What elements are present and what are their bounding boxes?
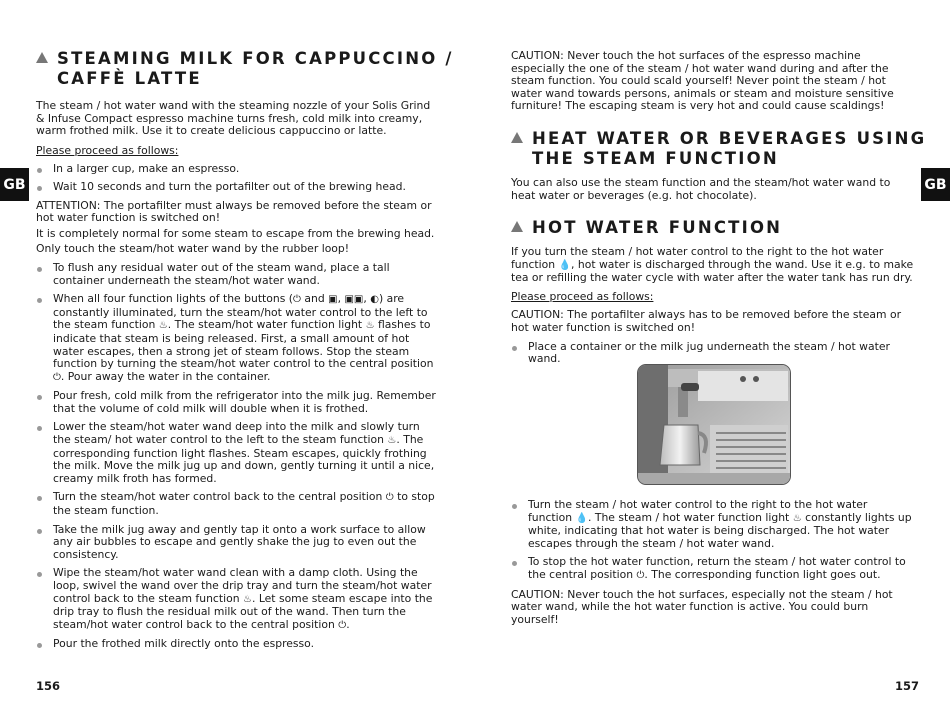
left-page bbox=[36, 0, 454, 713]
hot-water-steps bbox=[511, 499, 914, 626]
section-heading-steaming-milk: STEAMING MILK FOR CAPPUCCINO / CAFFÈ LATTE bbox=[36, 49, 460, 89]
machine-photo bbox=[637, 364, 791, 485]
heat-water-paragraph: You can also use the steam function and the steam/hot water wand to heat water or beverages (e.g. hot chocolate). bbox=[511, 176, 891, 202]
power-icon: ⏻ bbox=[338, 619, 347, 631]
list-item: Pour the frothed milk directly onto the espresso. bbox=[36, 638, 439, 651]
bullet-list-place bbox=[511, 341, 914, 366]
language-tab-right: GB bbox=[921, 168, 950, 201]
triangle-bullet-icon bbox=[511, 221, 523, 232]
steam-icon: ♨ bbox=[242, 593, 252, 605]
bullet-list-b bbox=[36, 262, 439, 651]
proceed-label: Please proceed as follows: bbox=[511, 289, 654, 303]
list-item: When all four function lights of the buttons (⏻ and ▣, ▣▣, ◐) are constantly illuminated, turn the steam/hot water control to the left to the steam function ♨. The steam/hot water function light ♨ flashes to indicate that steam is being released. First, a small amount of hot water escapes, then a strong jet of steam follows. Stop the steam function by turning the steam/hot water control to the central position ⏻. Pour away the water in the container. bbox=[36, 293, 439, 384]
touch-loop-note: Only touch the steam/hot water wand by the rubber loop! bbox=[36, 242, 350, 256]
proceed-label: Please proceed as follows: bbox=[36, 143, 179, 157]
page-number-right: 157 bbox=[895, 679, 920, 693]
list-item: Turn the steam / hot water control to the right to the hot water function 💧. The steam / hot water function light ♨ constantly lights up white, indicating that hot water is being discharged. The hot water escapes through the steam / hot water wand. bbox=[511, 499, 914, 550]
steam-hot-water-light-icon: ♨ bbox=[365, 320, 375, 332]
normal-steam-note: It is completely normal for some steam to escape from the brewing head. bbox=[36, 226, 435, 240]
list-item: Lower the steam/hot water wand deep into the milk and slowly turn the steam/ hot water control to the left to the steam function ♨. The corresponding function light flashes. Steam escapes, quickly frothing the milk. Move the milk jug up and down, gently turning it until a nice, creamy milk froth has formed. bbox=[36, 421, 439, 485]
list-item: Pour fresh, cold milk from the refrigerator into the milk jug. Remember that the volume of cold milk will double when it is frothed. bbox=[36, 390, 439, 415]
list-item: In a larger cup, make an espresso. bbox=[36, 163, 439, 176]
power-icon: ⏻ bbox=[385, 492, 394, 504]
right-page bbox=[511, 0, 927, 713]
double-cup-icon: ▣▣ bbox=[344, 294, 364, 306]
list-item: Wait 10 seconds and turn the portafilter out of the brewing head. bbox=[36, 181, 439, 194]
list-item: To stop the hot water function, return the steam / hot water control to the central position ⏻. The corresponding function light goes out. bbox=[511, 556, 914, 582]
caution-portafilter: CAUTION: The portafilter always has to be removed before the steam or hot water function is switched on! bbox=[511, 308, 902, 334]
steam-hot-water-light-icon: ♨ bbox=[792, 512, 802, 524]
page-number-left: 156 bbox=[36, 679, 61, 693]
hot-water-icon: 💧 bbox=[558, 259, 571, 271]
power-icon: ⏻ bbox=[53, 371, 61, 383]
steam-icon: ♨ bbox=[158, 320, 168, 332]
list-item: Turn the steam/hot water control back to the central position ⏻ to stop the steam function. bbox=[36, 491, 439, 517]
hot-water-icon: 💧 bbox=[575, 512, 588, 524]
caution-hot-surfaces: CAUTION: Never touch the hot surfaces of the espresso machine especially the one of the steam / hot water wand during and after the steam function. You could scald yourself! Never point the steam / hot water wand towards persons, animals or steam and moisture sensitive furniture! The escaping steam is very hot and could cause scaldings! bbox=[511, 49, 894, 113]
language-tab-left: GB bbox=[0, 168, 29, 201]
steam-icon: ♨ bbox=[387, 435, 397, 447]
intro-paragraph: The steam / hot water wand with the steaming nozzle of your Solis Grind & Infuse Compact espresso machine turns fresh, cold milk into creamy, warm frothed milk. Use it to create delicious cappuccino or latte. bbox=[36, 99, 431, 138]
section-heading-hot-water: HOT WATER FUNCTION bbox=[511, 218, 935, 238]
triangle-bullet-icon bbox=[511, 132, 523, 143]
bean-icon: ◐ bbox=[370, 294, 379, 306]
left-body bbox=[36, 100, 439, 651]
hot-water-paragraph: If you turn the steam / hot water control to the right to the hot water function 💧, hot water is discharged through the wand. Use it e.g. to make tea or refilling the water cycle with water after the water tank has run dry. bbox=[511, 245, 914, 285]
list-item: Wipe the steam/hot water wand clean with a damp cloth. Using the loop, swivel the wand over the drip tray and turn the steam/hot water control back to the steam function ♨. Let some steam escape into the drip tray to flush the residual milk out of the wand. Then turn the steam/hot water control back to the central position ⏻. bbox=[36, 567, 439, 632]
bullet-list-steps bbox=[511, 499, 914, 583]
hot-water-body bbox=[511, 246, 914, 366]
list-item: To flush any residual water out of the steam wand, place a tall container underneath the steam/hot water wand. bbox=[36, 262, 439, 287]
list-item: Place a container or the milk jug underneath the steam / hot water wand. bbox=[511, 341, 914, 366]
power-icon: ⏻ bbox=[293, 294, 301, 306]
attention-note: ATTENTION: The portafilter must always be removed before the steam or hot water function is switched on! bbox=[36, 198, 432, 225]
bullet-list-a bbox=[36, 163, 439, 193]
power-icon: ⏻ bbox=[636, 569, 645, 581]
single-cup-icon: ▣ bbox=[328, 294, 338, 306]
espresso-machine-illustration bbox=[638, 365, 790, 484]
section-heading-heat-water: HEAT WATER OR BEVERAGES USING THE STEAM FUNCTION bbox=[511, 129, 935, 169]
triangle-bullet-icon bbox=[36, 52, 48, 63]
caution-burn: CAUTION: Never touch the hot surfaces, especially not the steam / hot water wand, while the hot water function is active. You could burn yourself! bbox=[511, 587, 893, 626]
list-item: Take the milk jug away and gently tap it onto a work surface to allow any air bubbles to escape and gently shake the jug to even out the consistency. bbox=[36, 524, 439, 562]
